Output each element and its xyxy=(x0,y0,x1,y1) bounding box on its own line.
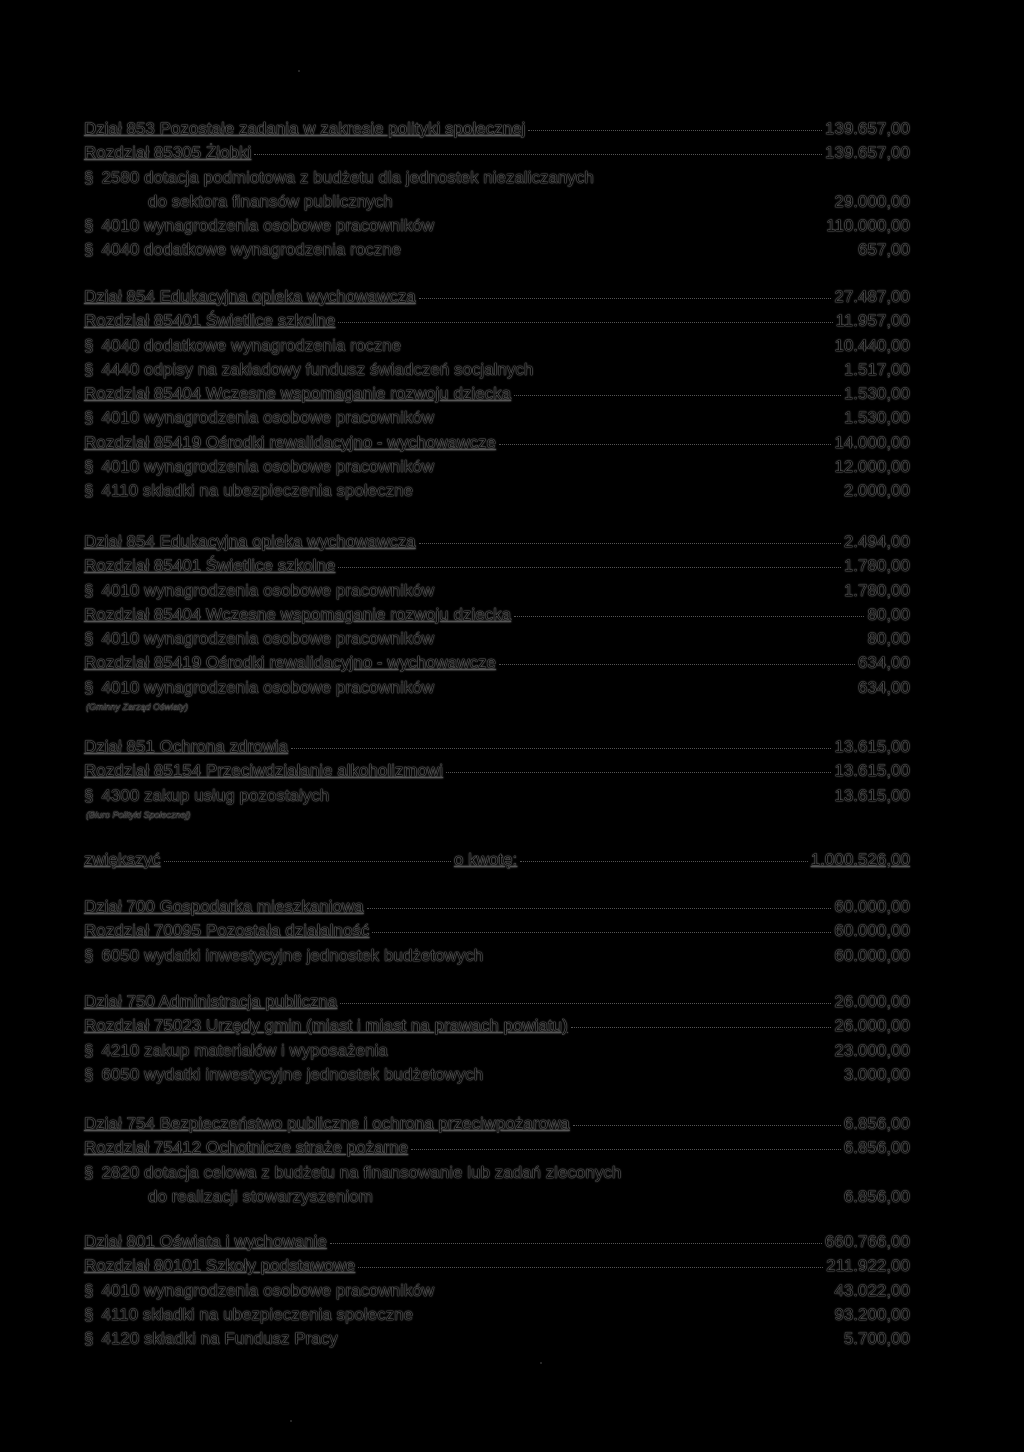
row-amount: 1.780,00 xyxy=(843,556,910,576)
budget-item-row xyxy=(84,676,910,700)
row-amount: 1.517,00 xyxy=(843,359,910,379)
dotted-leader xyxy=(254,154,822,155)
budget-heading-row xyxy=(84,141,910,165)
row-label: Rozdział 85305 Żłobki xyxy=(84,143,252,163)
row-label-text: 4010 wynagrodzenia osobowe pracowników xyxy=(101,216,435,236)
row-amount: 60.000,00 xyxy=(834,897,910,916)
dotted-leader xyxy=(528,130,822,131)
row-amount: 2.494,00 xyxy=(843,532,910,551)
row-amount: 23.000,00 xyxy=(834,1040,910,1060)
row-label: Dział 853 Pozostałe zadania w zakresie polityki społecznej xyxy=(84,119,526,138)
row-label-text: 4210 zakup materiałów i wyposażenia xyxy=(101,1040,388,1060)
row-amount: 634,00 xyxy=(858,653,910,673)
increase-amount: 1.000.526,00 xyxy=(810,850,910,869)
row-label-text: 4040 dodatkowe wynagrodzenia roczne xyxy=(101,335,402,355)
budget-item-row xyxy=(84,1161,910,1185)
row-label-text: 4120 składki na Fundusz Pracy xyxy=(101,1329,338,1349)
dotted-leader xyxy=(571,1027,832,1028)
row-amount: 3.000,00 xyxy=(843,1064,910,1084)
paragraph-sign: § xyxy=(84,457,94,477)
dotted-leader xyxy=(367,908,832,909)
row-label-text: 4010 wynagrodzenia osobowe pracowników xyxy=(101,1280,435,1300)
row-amount: 5.700,00 xyxy=(843,1329,910,1349)
budget-heading-row xyxy=(84,651,910,675)
paragraph-sign: § xyxy=(84,629,94,649)
budget-item-row xyxy=(84,1039,910,1063)
paragraph-sign: § xyxy=(84,580,94,600)
row-amount: 60.000,00 xyxy=(834,921,910,941)
row-label xyxy=(84,334,401,358)
row-label-text: 4040 dodatkowe wynagrodzenia roczne xyxy=(101,240,402,260)
row-amount: 26.000,00 xyxy=(834,1016,910,1036)
row-label-text: 2580 dotacja podmiotowa z budżetu dla jednostek niezaliczanych xyxy=(101,167,594,187)
budget-heading-row xyxy=(84,735,910,759)
row-amount: 13.615,00 xyxy=(834,737,910,756)
increase-row xyxy=(84,848,910,872)
budget-item-row xyxy=(84,1063,910,1087)
budget-heading-row xyxy=(84,1254,910,1278)
paragraph-sign: § xyxy=(84,1280,94,1300)
row-label-text: 4010 wynagrodzenia osobowe pracowników xyxy=(101,629,435,649)
row-label: Rozdział 80101 Szkoły podstawowe xyxy=(84,1256,356,1276)
dotted-leader xyxy=(514,616,864,617)
paragraph-sign: § xyxy=(84,945,94,965)
budget-heading-row xyxy=(84,117,910,141)
row-amount: 1.780,00 xyxy=(843,580,910,600)
increase-label: zwiększyć xyxy=(84,850,161,869)
row-amount: 11.957,00 xyxy=(835,311,910,331)
row-label: Dział 851 Ochrona zdrowia xyxy=(84,737,289,756)
row-label: Dział 750 Administracja publiczna xyxy=(84,992,338,1011)
row-amount: 139.657,00 xyxy=(824,143,910,163)
row-label-text: 4010 wynagrodzenia osobowe pracowników xyxy=(101,408,435,428)
row-label xyxy=(84,1279,434,1303)
dotted-leader xyxy=(164,861,451,862)
budget-section xyxy=(84,285,910,504)
row-label-text: 4010 wynagrodzenia osobowe pracowników xyxy=(101,677,435,697)
row-label: Dział 854 Edukacyjna opieka wychowawcza xyxy=(84,532,416,551)
paragraph-sign: § xyxy=(84,1162,94,1182)
budget-heading-row xyxy=(84,603,910,627)
paragraph-sign: § xyxy=(84,240,94,260)
budget-continuation-row xyxy=(84,190,910,214)
dotted-leader xyxy=(520,861,807,862)
budget-section xyxy=(84,117,910,263)
budget-section xyxy=(84,1230,910,1351)
dotted-leader xyxy=(514,395,841,396)
row-label xyxy=(84,1327,338,1351)
budget-heading-row xyxy=(84,919,910,943)
budget-item-row xyxy=(84,166,910,190)
budget-heading-row xyxy=(84,382,910,406)
row-amount: 2.000,00 xyxy=(843,481,910,501)
budget-section xyxy=(84,895,910,968)
row-label-text: 2820 dotacja celowa z budżetu na finansowanie lub zadań zleconych xyxy=(101,1162,622,1182)
increase-mid-label: o kwotę: xyxy=(453,850,518,869)
row-label xyxy=(84,238,401,262)
dotted-leader xyxy=(499,444,831,445)
row-amount: 211.922,00 xyxy=(826,1256,910,1276)
budget-item-row xyxy=(84,1327,910,1351)
row-amount: 139.657,00 xyxy=(824,119,910,138)
row-amount: 29.000,00 xyxy=(834,191,910,211)
row-label xyxy=(84,627,434,651)
row-amount: 60.000,00 xyxy=(834,945,910,965)
budget-item-row xyxy=(84,627,910,651)
paragraph-sign: § xyxy=(84,481,94,501)
budget-heading-row xyxy=(84,554,910,578)
row-label-text: 4110 składki na ubezpieczenia społeczne xyxy=(101,481,414,501)
row-amount: 12.000,00 xyxy=(834,457,910,477)
row-amount: 1.530,00 xyxy=(843,408,910,428)
row-label xyxy=(84,784,329,808)
budget-section xyxy=(84,735,910,822)
row-label: Dział 754 Bezpieczeństwo publiczne i ochrona przeciwpożarowa xyxy=(84,1114,570,1133)
paragraph-sign: § xyxy=(84,1064,94,1084)
row-label xyxy=(84,166,594,190)
row-label-text: 4110 składki na ubezpieczenia społeczne xyxy=(101,1304,414,1324)
row-label xyxy=(84,455,434,479)
row-amount: 27.487,00 xyxy=(834,287,910,306)
row-label: Dział 854 Edukacyjna opieka wychowawcza xyxy=(84,287,416,306)
dotted-leader xyxy=(358,1267,823,1268)
dotted-leader xyxy=(338,322,832,323)
row-label: Dział 700 Gospodarka mieszkaniowa xyxy=(84,897,364,916)
row-label xyxy=(84,1039,388,1063)
row-label xyxy=(84,1303,413,1327)
row-amount: 634,00 xyxy=(858,677,910,697)
dotted-leader xyxy=(411,1149,841,1150)
row-label: Rozdział 85154 Przeciwdziałanie alkoholizmowi xyxy=(84,761,444,781)
dotted-leader xyxy=(340,1003,831,1004)
budget-heading-row xyxy=(84,990,910,1014)
dotted-leader xyxy=(372,932,831,933)
dotted-leader xyxy=(446,772,831,773)
row-label: do realizacji stowarzyszeniom xyxy=(148,1186,373,1206)
row-label-text: 6050 wydatki inwestycyjne jednostek budżetowych xyxy=(101,945,484,965)
row-label: Dział 801 Oświata i wychowanie xyxy=(84,1232,327,1251)
budget-section xyxy=(84,1112,910,1209)
row-label xyxy=(84,479,413,503)
budget-heading-row xyxy=(84,431,910,455)
row-amount: 13.615,00 xyxy=(834,761,910,781)
budget-item-row xyxy=(84,214,910,238)
row-label: Rozdział 85419 Ośrodki rewalidacyjno - wychowawcze xyxy=(84,653,496,673)
row-amount: 26.000,00 xyxy=(834,992,910,1011)
row-amount: 6.856,00 xyxy=(843,1138,910,1158)
row-label xyxy=(84,944,483,968)
dotted-leader xyxy=(330,1243,822,1244)
row-label xyxy=(84,214,434,238)
budget-section xyxy=(84,990,910,1087)
row-label: Rozdział 85404 Wczesne wspomaganie rozwoju dziecka xyxy=(84,604,512,624)
row-label: Rozdział 75023 Urzędy gmin (miast i miast na prawach powiatu) xyxy=(84,1016,568,1036)
budget-heading-row xyxy=(84,530,910,554)
paragraph-sign: § xyxy=(84,335,94,355)
budget-heading-row xyxy=(84,1112,910,1136)
row-label xyxy=(84,676,434,700)
row-amount: 13.615,00 xyxy=(834,785,910,805)
budget-item-row xyxy=(84,238,910,262)
row-label: Rozdział 85401 Świetlice szkolne xyxy=(84,556,336,576)
row-label: Rozdział 70095 Pozostała działalność xyxy=(84,921,370,941)
row-label xyxy=(84,579,434,603)
budget-section xyxy=(84,530,910,714)
budget-heading-row xyxy=(84,309,910,333)
row-label: do sektora finansów publicznych xyxy=(148,191,393,211)
row-amount: 6.856,00 xyxy=(843,1186,910,1206)
row-label-text: 4440 odpisy na zakładowy fundusz świadczeń socjalnych xyxy=(101,359,534,379)
budget-item-row xyxy=(84,1279,910,1303)
row-label xyxy=(84,406,434,430)
row-amount: 93.200,00 xyxy=(834,1304,910,1324)
budget-heading-row xyxy=(84,1014,910,1038)
department-note: (Gminny Zarząd Oświaty) xyxy=(86,702,189,713)
row-amount: 14.000,00 xyxy=(834,432,910,452)
row-amount: 110.000,00 xyxy=(826,216,910,236)
dotted-leader xyxy=(291,748,831,749)
budget-item-row xyxy=(84,944,910,968)
row-label: Rozdział 85404 Wczesne wspomaganie rozwoju dziecka xyxy=(84,384,512,404)
row-amount: 1.530,00 xyxy=(843,384,910,404)
budget-item-row xyxy=(84,579,910,603)
budget-item-row xyxy=(84,784,910,808)
budget-item-row xyxy=(84,358,910,382)
budget-heading-row xyxy=(84,1230,910,1254)
paragraph-sign: § xyxy=(84,1040,94,1060)
row-amount: 657,00 xyxy=(858,240,910,260)
row-label: Rozdział 85401 Świetlice szkolne xyxy=(84,311,336,331)
dotted-leader xyxy=(499,664,855,665)
row-amount: 660.766,00 xyxy=(824,1232,910,1251)
dotted-leader xyxy=(419,543,841,544)
paragraph-sign: § xyxy=(84,677,94,697)
budget-continuation-row xyxy=(84,1185,910,1209)
budget-heading-row xyxy=(84,895,910,919)
budget-item-row xyxy=(84,1303,910,1327)
row-amount: 43.022,00 xyxy=(834,1280,910,1300)
paragraph-sign: § xyxy=(84,216,94,236)
department-note: (Biuro Polityki Społecznej) xyxy=(86,809,191,820)
row-label: Rozdział 85419 Ośrodki rewalidacyjno - wychowawcze xyxy=(84,432,496,452)
row-amount: 6.856,00 xyxy=(843,1114,910,1133)
budget-heading-row xyxy=(84,759,910,783)
dotted-leader xyxy=(419,298,832,299)
row-label-text: 6050 wydatki inwestycyjne jednostek budżetowych xyxy=(101,1064,484,1084)
budget-heading-row xyxy=(84,285,910,309)
paragraph-sign: § xyxy=(84,167,94,187)
budget-heading-row xyxy=(84,1136,910,1160)
paragraph-sign: § xyxy=(84,1329,94,1349)
dotted-leader xyxy=(573,1125,841,1126)
paragraph-sign: § xyxy=(84,785,94,805)
row-label xyxy=(84,358,533,382)
budget-item-row xyxy=(84,406,910,430)
budget-item-row xyxy=(84,479,910,503)
paragraph-sign: § xyxy=(84,359,94,379)
paragraph-sign: § xyxy=(84,408,94,428)
row-amount: 80,00 xyxy=(867,629,910,649)
budget-item-row xyxy=(84,334,910,358)
row-label: Rozdział 75412 Ochotnicze straże pożarne xyxy=(84,1138,409,1158)
row-label xyxy=(84,1161,621,1185)
budget-item-row xyxy=(84,455,910,479)
row-label-text: 4010 wynagrodzenia osobowe pracowników xyxy=(101,457,435,477)
row-amount: 80,00 xyxy=(867,604,910,624)
row-label xyxy=(84,1063,483,1087)
paragraph-sign: § xyxy=(84,1304,94,1324)
row-label-text: 4300 zakup usług pozostałych xyxy=(101,785,330,805)
dotted-leader xyxy=(338,567,840,568)
row-label-text: 4010 wynagrodzenia osobowe pracowników xyxy=(101,580,435,600)
row-amount: 10.440,00 xyxy=(834,335,910,355)
